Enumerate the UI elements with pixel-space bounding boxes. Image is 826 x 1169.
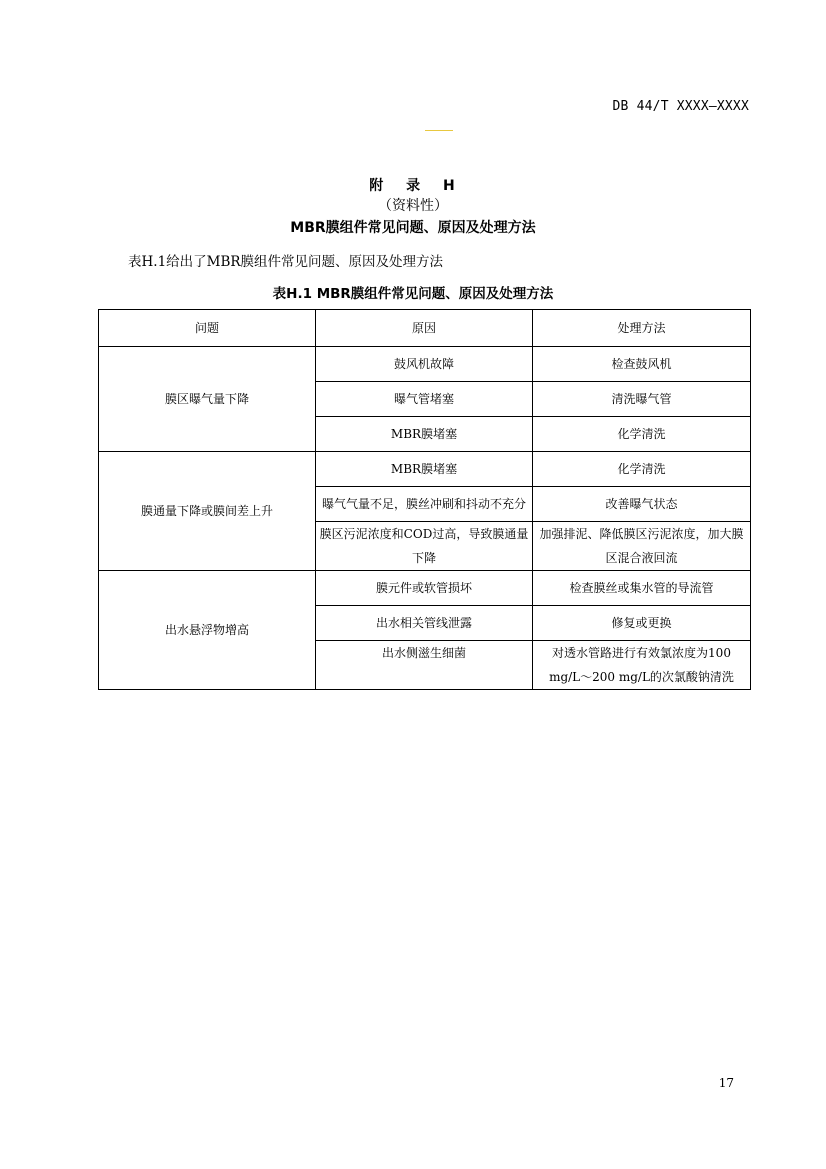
intro-text: 表H.1给出了MBR膜组件常见问题、原因及处理方法 [128,254,444,270]
problem-cell: 膜通量下降或膜间差上升 [99,452,316,571]
solution-cell: 化学清洗 [533,417,751,452]
appendix-title: 附 录 H [369,178,457,194]
table-row [99,571,751,606]
header-rule [425,130,453,131]
cause-cell: 曝气气量不足，膜丝冲刷和抖动不充分 [316,487,533,522]
appendix-type: （资料性） [378,198,448,214]
solution-cell: 检查膜丝或集水管的导流管 [533,571,751,606]
header-cause: 原因 [316,310,533,347]
solution-cell: 加强排泥、降低膜区污泥浓度，加大膜区混合液回流 [533,522,751,571]
table-header-row [99,310,751,347]
solution-cell: 改善曝气状态 [533,487,751,522]
header-solution: 处理方法 [533,310,751,347]
solution-cell: 检查鼓风机 [533,347,751,382]
header-problem: 问题 [99,310,316,347]
table-row [99,347,751,382]
cause-cell: 膜区污泥浓度和COD过高，导致膜通量下降 [316,522,533,571]
problem-cell: 出水悬浮物增高 [99,571,316,690]
cause-cell: MBR膜堵塞 [316,417,533,452]
problems-table [98,309,751,690]
cause-cell: 膜元件或软管损坏 [316,571,533,606]
solution-cell: 修复或更换 [533,606,751,641]
solution-cell: 清洗曝气管 [533,382,751,417]
cause-cell: 鼓风机故障 [316,347,533,382]
page-number: 17 [718,1076,734,1090]
cause-cell: 出水侧滋生细菌 [316,641,533,690]
table-row [99,452,751,487]
solution-cell: 化学清洗 [533,452,751,487]
appendix-subject: MBR膜组件常见问题、原因及处理方法 [290,220,536,236]
solution-cell: 对透水管路进行有效氯浓度为100 mg/L～200 mg/L的次氯酸钠清洗 [533,641,751,690]
table-caption: 表H.1 MBR膜组件常见问题、原因及处理方法 [272,286,554,302]
cause-cell: MBR膜堵塞 [316,452,533,487]
cause-cell: 出水相关管线泄露 [316,606,533,641]
problem-cell: 膜区曝气量下降 [99,347,316,452]
cause-cell: 曝气管堵塞 [316,382,533,417]
header-code: DB 44/T XXXX—XXXX [612,99,749,114]
